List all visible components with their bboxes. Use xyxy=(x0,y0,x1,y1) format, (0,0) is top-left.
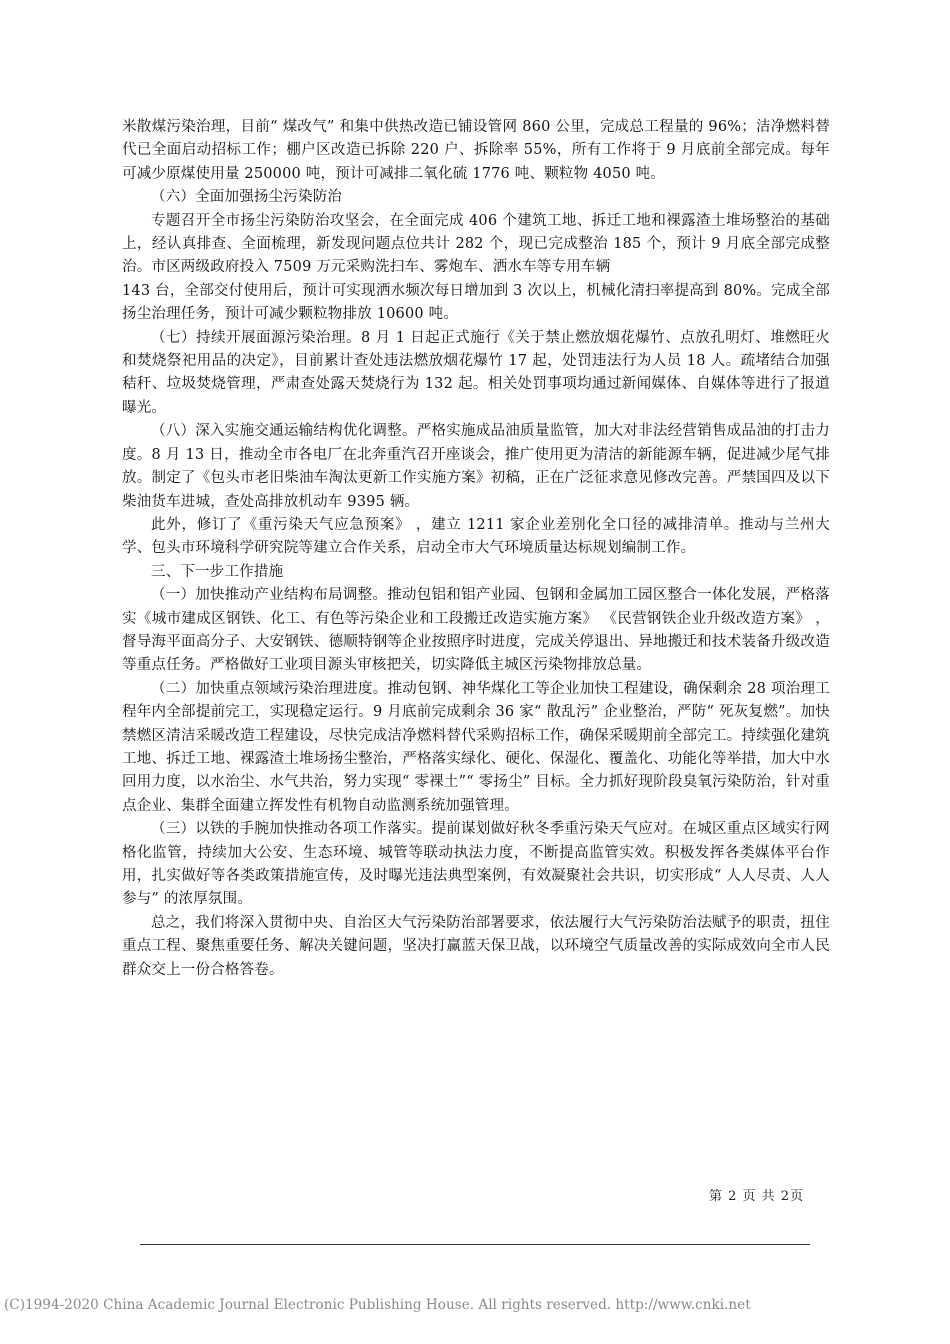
paragraph-key-areas: （二）加快重点领域污染治理进度。推动包钢、神华煤化工等企业加快工程建设，确保剩余 28 项治理工程年内全部提前完工，实现稳定运行。9 月底前完成剩余 36 家“ 散乱污” 企业整治，严防“ 死灰复燃”。加快禁燃区清洁采暖改造工程建设，尽快完成洁净燃料替代采购招标工作，确保采暖期前全部完工。持续强化建筑工地、拆迁工地、裸露渣土堆场扬尘整治，严格落实绿化、硬化、保湿化、覆盖化、功能化等举措，加大中水回用力度，以水治尘、水气共治，努力实现“ 零裸土”“ 零扬尘” 目标。全力抓好现阶段臭氧污染防治，针对重点企业、集群全面建立挥发性有机物自动监测系统加强管理。 xyxy=(122,680,830,814)
paragraph-dust-meeting: 专题召开全市扬尘污染防治攻坚会，在全面完成 406 个建筑工地、拆迁工地和裸露渣土堆场整治的基础上，经认真排查、全面梳理，新发现问题点位共计 282 个，现已完成整治 185 个，预计 9 月底全部完成整治。市区两级政府投入 7509 万元采购洗扫车、雾炮车、洒水车等专用车辆 xyxy=(122,212,830,276)
heading-dust-control: （六）全面加强扬尘污染防治 xyxy=(151,189,343,206)
paragraph-conclusion: 总之，我们将深入贯彻中央、自治区大气污染防治部署要求，依法履行大气污染防治法赋予的职责，扭住重点工程、聚焦重要任务、解决关键问题，坚决打赢蓝天保卫战，以环境空气质量改善的实际成效向全市人民群众交上一份合格答卷。 xyxy=(122,914,830,978)
paragraph-implementation: （三）以铁的手腕加快推动各项工作落实。提前谋划做好秋冬季重污染天气应对。在城区重点区域实行网格化监管，持续加大公安、生态环境、城管等联动执法力度，不断提高监管实效。积极发挥各类媒体平台作用，扎实做好等各类政策措施宣传，及时曝光违法典型案例，有效凝聚社会共识，切实形成“ 人人尽责、人人参与” 的浓厚氛围。 xyxy=(122,821,830,908)
paragraph-coal-pollution: 米散煤污染治理，目前“ 煤改气” 和集中供热改造已铺设管网 860 公里，完成总工程量的 96%；洁净燃料替代已全面启动招标工作；棚户区改造已拆除 220 户、拆除率 55%，所有工作将于 9 月底前全部完成。每年可减少原煤使用量 250000 吨，预计可减排二氧化硫 1776 吨、颗粒物 4050 吨。 xyxy=(122,119,830,182)
footer-divider xyxy=(140,1244,810,1245)
copyright-notice: (C)1994-2020 China Academic Journal Electronic Publishing House. All rights reserved. http://www.cnki.net xyxy=(4,1297,751,1313)
document-body xyxy=(122,116,830,982)
heading-next-steps: 三、下一步工作措施 xyxy=(151,563,284,580)
paragraph-emergency-plan: 此外，修订了《重污染天气应急预案》 ，建立 1211 家企业差别化全口径的减排清单。推动与兰州大学、包头市环境科学研究院等建立合作关系，启动全市大气环境质量达标规划编制工作。 xyxy=(122,516,830,557)
paragraph-transport: （八）深入实施交通运输结构优化调整。严格实施成品油质量监管，加大对非法经营销售成品油的打击力度。8 月 13 日，推动全市各电厂在北奔重汽召开座谈会，推广使用更为清洁的新能源车辆，促进减少尾气排放。制定了《包头市老旧柴油车淘汰更新工作实施方案》初稿，正在广泛征求意见修改完善。严禁国四及以下柴油货车进城，查处高排放机动车 9395 辆。 xyxy=(122,423,830,510)
paragraph-dust-vehicles: 143 台，全部交付使用后，预计可实现洒水频次每日增加到 3 次以上，机械化清扫率提高到 80%。完成全部扬尘治理任务，预计可减少颗粒物排放 10600 吨。 xyxy=(122,282,830,323)
paragraph-area-source: （七）持续开展面源污染治理。8 月 1 日起正式施行《关于禁止燃放烟花爆竹、点放孔明灯、堆燃旺火和焚烧祭祀用品的决定》，目前累计查处违法燃放烟花爆竹 17 起，处罚违法行为人员 18 人。疏堵结合加强秸秆、垃圾焚烧管理，严肃查处露天焚烧行为 132 起。相关处罚事项均通过新闻媒体、自媒体等进行了报道曝光。 xyxy=(122,329,830,416)
paragraph-industry-layout: （一）加快推动产业结构布局调整。推动包铝和铝产业园、包钢和金属加工园区整合一体化发展，严格落实《城市建成区钢铁、化工、有色等污染企业和工段搬迁改造实施方案》 《民营钢铁企业升级改造方案》 ，督导海平面高分子、大安钢铁、德顺特钢等企业按照序时进度，完成关停退出、异地搬迁和技术装备升级改造等重点任务。严格做好工业项目源头审核把关，切实降低主城区污染物排放总量。 xyxy=(122,587,830,674)
page-number: 第 2 页 共 2页 xyxy=(709,1189,805,1204)
